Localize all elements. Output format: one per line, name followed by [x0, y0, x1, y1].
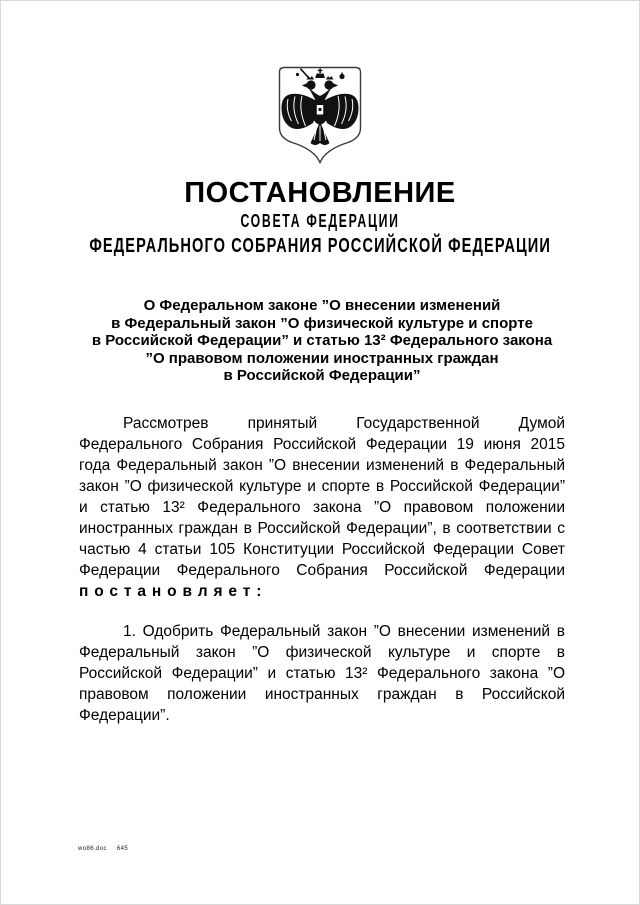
subject-line-2: в Федеральный закон ”О физической культуре и спорте: [111, 314, 533, 332]
footer-page-ref: 645: [116, 846, 129, 852]
subject-line-5: в Российской Федерации”: [223, 367, 421, 384]
footer-reference: [78, 846, 128, 852]
footer-doc-ref: wo86.doc: [78, 846, 107, 852]
decree-word: постановляет:: [79, 583, 268, 600]
paragraph-preamble: Рассмотрев принятый Государственной Думой Федерального Собрания Российской Федерации 19 июня 2015 года Федеральный закон ”О внесении изменений в Федеральный закон ”О физической культуре и спорте в Российской Федерации” и статью 13² Федерального закона ”О правовом положении иностранных граждан в Российской Федерации”, в соответствии с частью 4 статьи 105 Конституции Российской Федерации Совет Федерации Федерального Собрания Российской Федерации: [79, 415, 565, 579]
paragraph-item-1: 1. Одобрить Федеральный закон ”О внесении изменений в Федеральный закон ”О физической культуре и спорте в Российской Федерации” и статью 13² Федерального закона ”О правовом положении иностранных граждан в Российской Федерации”.: [79, 623, 565, 724]
subject-line-4: ”О правовом положении иностранных граждан: [145, 349, 499, 367]
subject-line-3: в Российской Федерации” и статью 13² Федерального закона: [91, 332, 553, 349]
coat-of-arms-icon: [278, 66, 362, 165]
document-body: [79, 413, 565, 726]
subtitle-council: [1, 211, 639, 232]
document-title: ПОСТАНОВЛЕНИЕ: [184, 177, 456, 209]
subject-line-1: О Федеральном законе ”О внесении изменений: [143, 297, 501, 314]
subtitle-council-text: СОВЕТА ФЕДЕРАЦИИ: [240, 211, 400, 231]
subtitle-assembly-text: ФЕДЕРАЛЬНОГО СОБРАНИЯ РОССИЙСКОЙ ФЕДЕРАЦИИ: [89, 235, 551, 257]
subject-heading: [79, 297, 565, 385]
subtitle-assembly: [1, 235, 639, 258]
